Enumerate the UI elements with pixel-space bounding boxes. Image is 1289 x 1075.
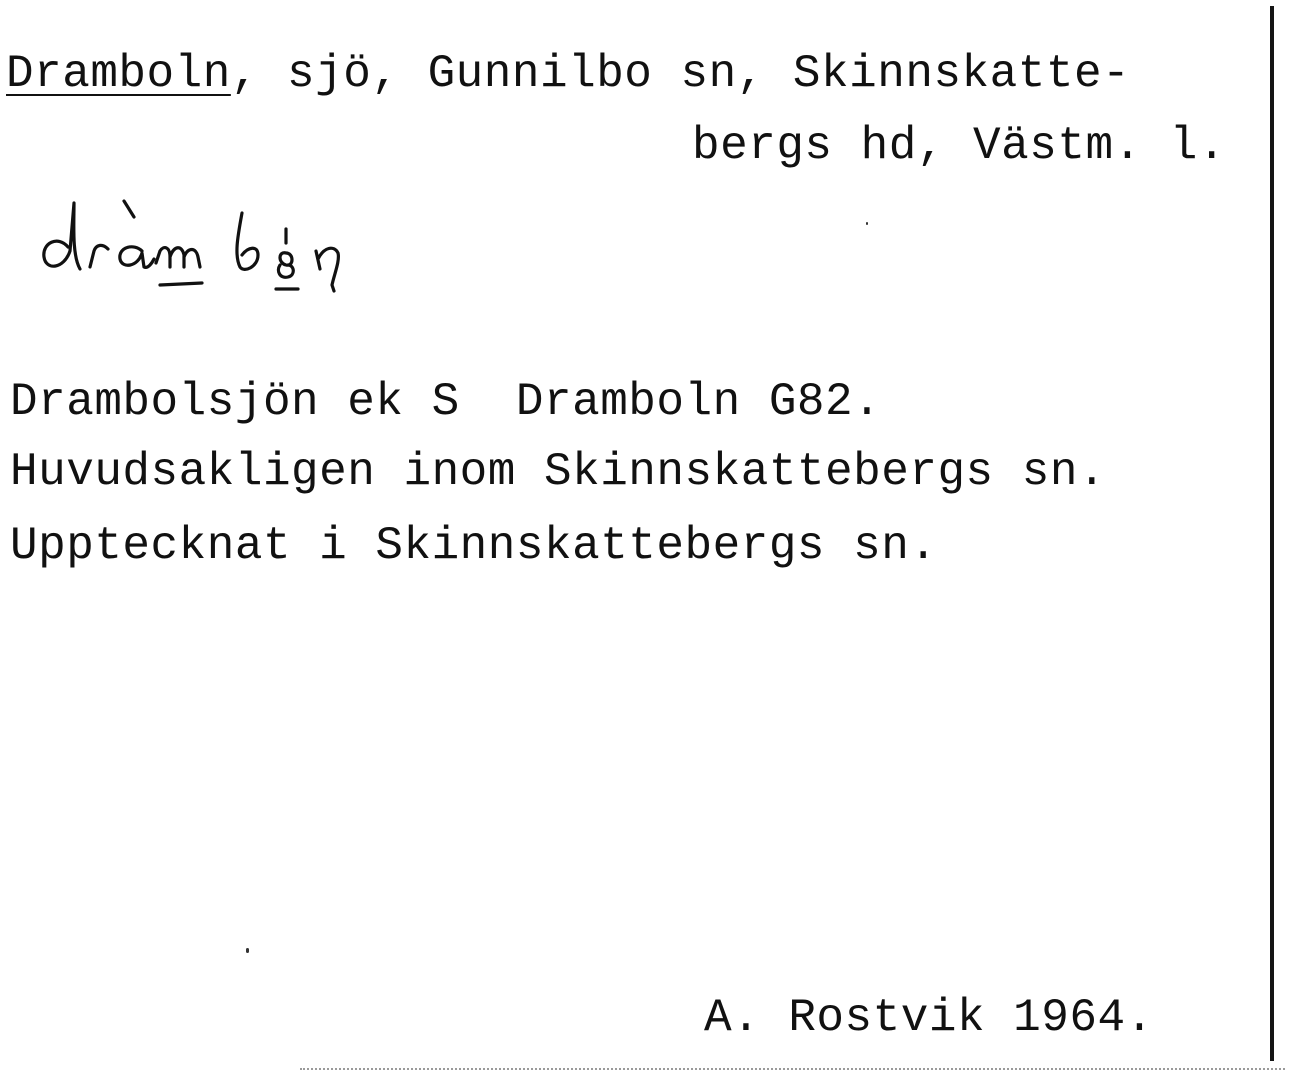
scope-line: Huvudsakligen inom Skinnskattebergs sn. (10, 446, 1107, 498)
recorded-line: Upptecknat i Skinnskattebergs sn. (10, 520, 938, 572)
handwritten-pronunciation (30, 185, 360, 295)
headword: Dramboln (6, 48, 231, 100)
location-text: , sjö, Gunnilbo sn, Skinnskatte- (230, 48, 1131, 100)
entry-heading-line (6, 48, 1130, 100)
scan-speck (246, 948, 249, 953)
card-right-edge (1270, 6, 1274, 1061)
scan-speck (866, 222, 868, 225)
card-bottom-edge (300, 1068, 1285, 1070)
reference-line: Drambolsjön ek S Dramboln G82. (10, 376, 882, 428)
location-text-continued: bergs hd, Västm. l. (692, 120, 1226, 172)
recorder-signature: A. Rostvik 1964. (704, 992, 1154, 1044)
